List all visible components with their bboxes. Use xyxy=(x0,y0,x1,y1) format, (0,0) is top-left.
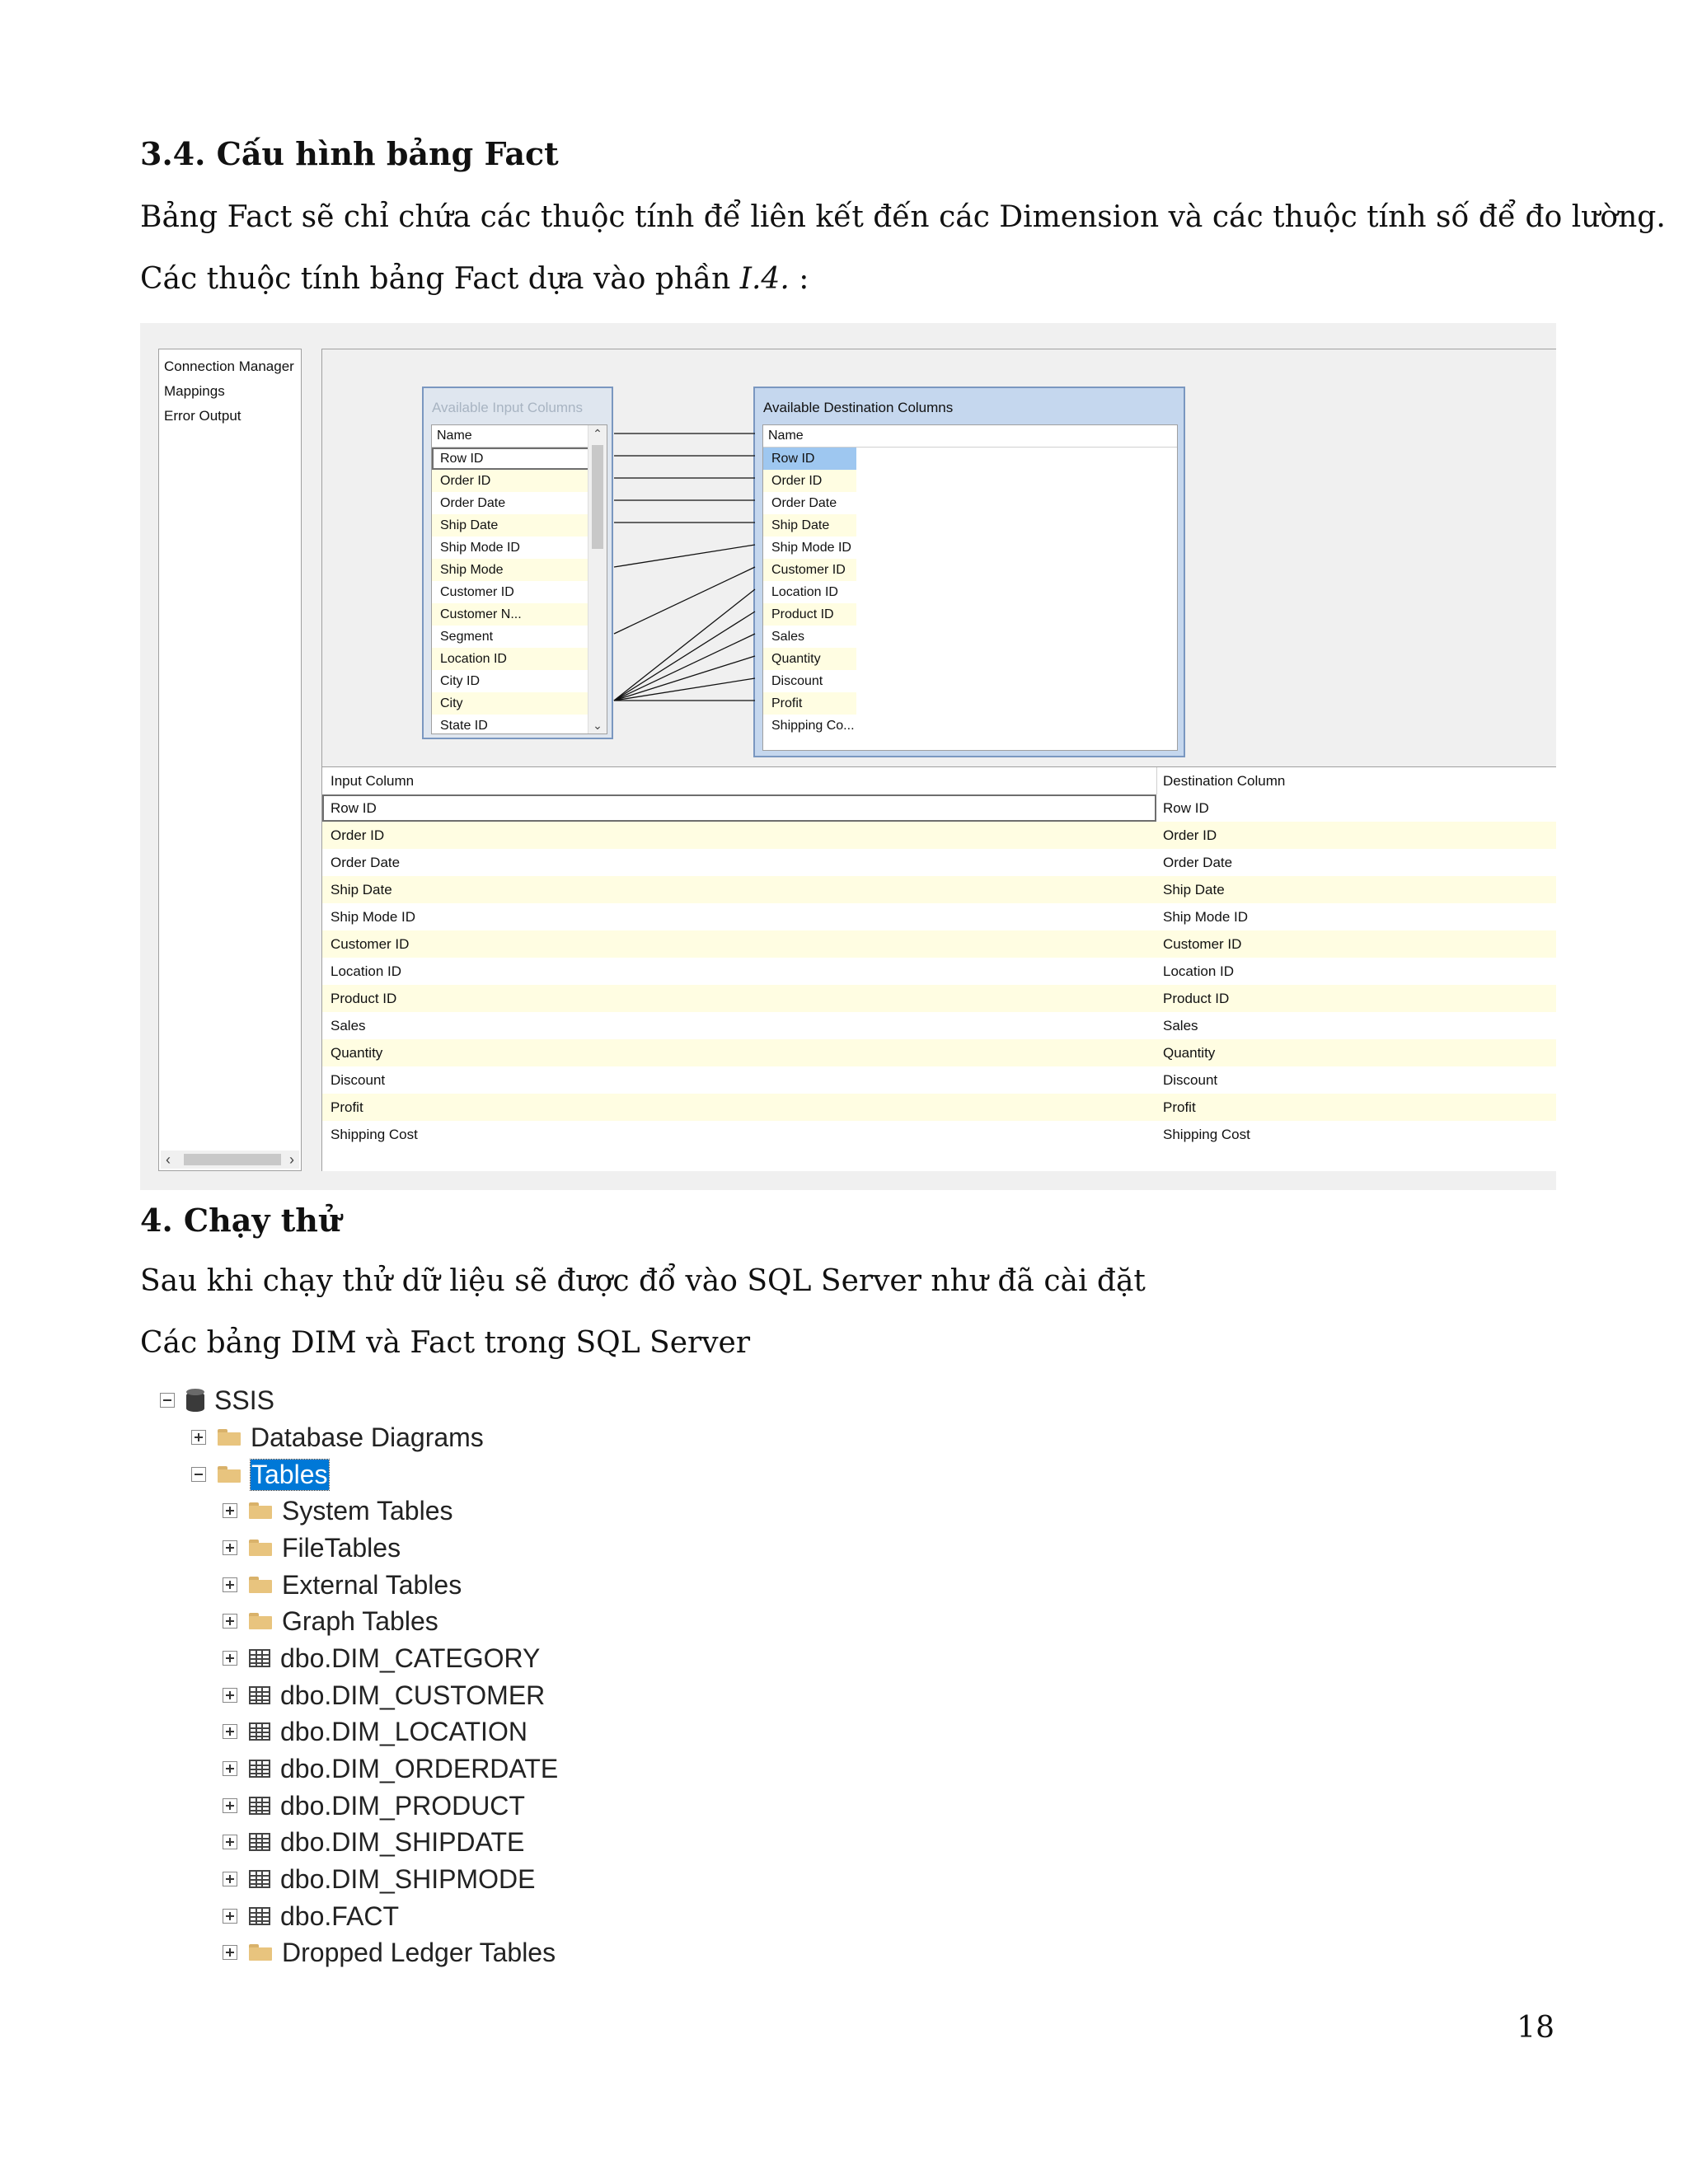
collapse-icon[interactable] xyxy=(160,1393,175,1408)
tree-node-label[interactable]: dbo.DIM_CATEGORY xyxy=(280,1643,541,1673)
mapping-line xyxy=(614,678,755,701)
input-column-item[interactable]: Ship Mode xyxy=(432,559,607,581)
table-icon xyxy=(249,1760,270,1778)
input-column-item[interactable]: Row ID xyxy=(432,448,607,470)
expand-icon[interactable] xyxy=(223,1724,237,1739)
paragraph-run-result: Sau khi chạy thử dữ liệu sẽ được đổ vào SQL Server như đã cài đặt xyxy=(140,1264,1146,1298)
expand-icon[interactable] xyxy=(223,1651,237,1666)
input-cell[interactable]: Product ID xyxy=(331,991,397,1006)
grid-row[interactable] xyxy=(322,849,1556,876)
grid-row[interactable] xyxy=(322,958,1556,985)
expand-icon[interactable] xyxy=(223,1909,237,1924)
expand-icon[interactable] xyxy=(223,1577,237,1592)
input-column-item[interactable]: Order Date xyxy=(440,496,506,510)
input-column-item[interactable]: Ship Mode ID xyxy=(440,541,520,555)
tree-node-dim-product[interactable] xyxy=(223,1789,525,1822)
scroll-thumb[interactable] xyxy=(592,445,603,549)
input-column-item[interactable]: City xyxy=(432,692,607,715)
grid-row[interactable] xyxy=(322,1094,1556,1121)
input-column-item[interactable]: Location ID xyxy=(432,648,607,670)
chevron-down-icon[interactable]: ⌄ xyxy=(593,719,603,732)
input-cell[interactable]: Row ID xyxy=(331,800,377,816)
scroll-thumb[interactable] xyxy=(184,1154,281,1165)
input-cell[interactable]: Order ID xyxy=(331,827,385,843)
paragraph-prefix: Các thuộc tính bảng Fact dựa vào phần xyxy=(140,262,740,296)
tree-node-label[interactable]: dbo.DIM_CUSTOMER xyxy=(280,1680,546,1710)
tree-node-label[interactable]: FileTables xyxy=(282,1532,401,1563)
expand-icon[interactable] xyxy=(223,1945,237,1960)
input-cell[interactable]: Location ID xyxy=(331,963,401,979)
destination-cell[interactable]: Ship Date xyxy=(1163,882,1225,898)
destination-column-item[interactable]: Discount xyxy=(771,674,823,688)
input-column-item[interactable]: Segment xyxy=(440,630,494,644)
input-cell[interactable]: Profit xyxy=(331,1099,363,1115)
mapping-grid xyxy=(321,766,1556,1171)
available-destination-columns-box xyxy=(753,387,1185,757)
destination-cell[interactable]: Sales xyxy=(1163,1018,1198,1033)
expand-icon[interactable] xyxy=(223,1614,237,1629)
destination-column-item[interactable]: Customer ID xyxy=(763,559,856,581)
destination-column-item[interactable]: Quantity xyxy=(763,648,856,670)
paragraph-tables-list: Các bảng DIM và Fact trong SQL Server xyxy=(140,1326,751,1360)
destination-list-header: Name xyxy=(763,425,1177,448)
section-reference: I.4. xyxy=(739,262,790,296)
section-heading-run: 4. Chạy thử xyxy=(140,1202,341,1239)
folder-icon xyxy=(249,1944,272,1961)
tree-node-label[interactable]: Database Diagrams xyxy=(251,1422,484,1452)
folder-icon xyxy=(249,1502,272,1519)
expand-icon[interactable] xyxy=(223,1503,237,1518)
input-cell[interactable]: Ship Mode ID xyxy=(331,909,415,925)
grid-row[interactable] xyxy=(322,1066,1556,1094)
destination-cell[interactable]: Customer ID xyxy=(1163,936,1242,952)
table-icon xyxy=(249,1907,270,1925)
grid-row[interactable] xyxy=(322,985,1556,1012)
destination-cell[interactable]: Discount xyxy=(1163,1072,1218,1088)
destination-cell[interactable]: Profit xyxy=(1163,1099,1196,1115)
selected-cell[interactable] xyxy=(322,794,1156,822)
destination-column-item[interactable]: Sales xyxy=(771,630,805,644)
expand-icon[interactable] xyxy=(223,1540,237,1555)
paragraph-suffix: : xyxy=(789,262,809,296)
grid-row[interactable] xyxy=(322,903,1556,930)
nav-item-mappings[interactable]: Mappings xyxy=(164,383,225,399)
destination-column-item[interactable]: Location ID xyxy=(771,585,838,599)
editor-nav-pane xyxy=(158,349,302,1171)
grid-row[interactable] xyxy=(322,1121,1556,1148)
destination-cell[interactable]: Location ID xyxy=(1163,963,1234,979)
input-cell[interactable]: Ship Date xyxy=(331,882,392,898)
folder-icon xyxy=(218,1466,241,1483)
destination-columns-list xyxy=(762,424,1178,751)
tree-node-label[interactable]: dbo.DIM_SHIPDATE xyxy=(280,1826,525,1857)
input-list-scrollbar[interactable] xyxy=(588,425,607,733)
tree-node-dim-orderdate[interactable] xyxy=(223,1752,558,1785)
destination-cell[interactable]: Row ID xyxy=(1163,800,1209,816)
tree-node-label[interactable]: SSIS xyxy=(214,1385,274,1415)
grid-header-input-column[interactable]: Input Column xyxy=(331,773,415,789)
section-heading: 3.4. Cấu hình bảng Fact xyxy=(140,135,559,172)
column-divider xyxy=(1156,767,1157,794)
database-icon xyxy=(186,1389,204,1412)
grid-row[interactable] xyxy=(322,822,1556,849)
mapping-line xyxy=(614,545,755,567)
chevron-up-icon[interactable]: ⌃ xyxy=(593,427,603,440)
tree-node-dim-customer[interactable] xyxy=(223,1679,545,1712)
table-icon xyxy=(249,1722,270,1741)
destination-cell[interactable]: Quantity xyxy=(1163,1045,1216,1061)
tree-node-system-tables[interactable] xyxy=(223,1494,453,1527)
tree-node-label[interactable]: Dropped Ledger Tables xyxy=(282,1937,556,1967)
expand-icon[interactable] xyxy=(223,1872,237,1886)
destination-column-item[interactable]: Order ID xyxy=(763,470,856,492)
input-column-item[interactable]: Customer ID xyxy=(440,585,514,599)
input-box-title: Available Input Columns xyxy=(432,400,584,415)
destination-column-item[interactable]: Ship Mode ID xyxy=(771,541,851,555)
destination-cell[interactable]: Product ID xyxy=(1163,991,1230,1006)
folder-icon xyxy=(249,1540,272,1556)
grid-row[interactable] xyxy=(322,1039,1556,1066)
destination-cell[interactable]: Order Date xyxy=(1163,855,1233,870)
tree-node-ssis[interactable] xyxy=(160,1384,274,1417)
tree-node-label[interactable]: dbo.DIM_SHIPMODE xyxy=(280,1863,536,1894)
grid-row[interactable] xyxy=(322,876,1556,903)
paragraph-fact-description: Bảng Fact sẽ chỉ chứa các thuộc tính để liên kết đến các Dimension và các thuộc tính số để đo lường. xyxy=(140,200,1666,234)
expand-icon[interactable] xyxy=(223,1835,237,1849)
mapping-line xyxy=(614,612,755,701)
input-column-item[interactable]: Customer N... xyxy=(432,603,607,626)
destination-cell[interactable]: Ship Mode ID xyxy=(1163,909,1248,925)
tree-node-label[interactable]: dbo.DIM_LOCATION xyxy=(280,1716,528,1746)
tree-node-graph-tables[interactable] xyxy=(223,1605,438,1638)
destination-box-title: Available Destination Columns xyxy=(763,400,954,415)
table-icon xyxy=(249,1797,270,1815)
tree-node-label[interactable]: Tables xyxy=(251,1459,328,1489)
folder-icon xyxy=(249,1577,272,1593)
table-icon xyxy=(249,1870,270,1888)
tree-node-fact[interactable] xyxy=(223,1900,399,1933)
nav-item-connection-manager[interactable]: Connection Manager xyxy=(164,359,294,374)
destination-column-item[interactable]: Ship Date xyxy=(763,514,856,537)
grid-row[interactable] xyxy=(322,794,1556,822)
chevron-right-icon[interactable]: › xyxy=(289,1151,294,1168)
tree-node-dim-category[interactable] xyxy=(223,1642,540,1675)
tree-node-external-tables[interactable] xyxy=(223,1568,462,1601)
input-columns-list xyxy=(431,424,607,734)
input-column-item[interactable]: State ID xyxy=(440,719,488,733)
grid-header-row xyxy=(322,767,1556,794)
paragraph-fact-attributes xyxy=(140,262,809,296)
tree-node-dropped-ledger-tables[interactable] xyxy=(223,1936,556,1969)
input-column-item[interactable]: Order ID xyxy=(432,470,607,492)
expand-icon[interactable] xyxy=(223,1688,237,1703)
grid-row[interactable] xyxy=(322,930,1556,958)
destination-cell[interactable]: Shipping Cost xyxy=(1163,1127,1250,1142)
tree-node-label[interactable]: Graph Tables xyxy=(282,1605,438,1636)
input-column-item[interactable]: City ID xyxy=(440,674,480,688)
input-list-header: Name xyxy=(432,425,607,448)
destination-column-item[interactable]: Order Date xyxy=(771,496,837,510)
mapping-line xyxy=(614,656,755,701)
tree-node-label[interactable]: System Tables xyxy=(282,1495,453,1526)
input-cell[interactable]: Discount xyxy=(331,1072,386,1088)
grid-header-destination-column[interactable]: Destination Column xyxy=(1163,773,1286,789)
available-input-columns-box xyxy=(422,387,613,739)
collapse-icon[interactable] xyxy=(191,1467,206,1482)
mapping-line xyxy=(614,589,755,701)
ssis-mapping-screenshot xyxy=(140,323,1556,1190)
input-cell[interactable]: Quantity xyxy=(331,1045,383,1061)
expand-icon[interactable] xyxy=(191,1430,206,1445)
grid-row[interactable] xyxy=(322,1012,1556,1039)
input-cell[interactable]: Shipping Cost xyxy=(331,1127,418,1142)
tree-node-dim-location[interactable] xyxy=(223,1715,528,1748)
chevron-left-icon[interactable]: ‹ xyxy=(166,1151,171,1168)
mapping-canvas xyxy=(321,349,1556,768)
folder-icon xyxy=(249,1613,272,1629)
tree-node-label[interactable]: External Tables xyxy=(282,1569,462,1600)
tree-node-dim-shipdate[interactable] xyxy=(223,1825,524,1858)
nav-horizontal-scrollbar[interactable] xyxy=(161,1151,299,1169)
destination-column-item[interactable]: Shipping Co... xyxy=(771,719,855,733)
expand-icon[interactable] xyxy=(223,1761,237,1776)
destination-column-item[interactable]: Product ID xyxy=(763,603,856,626)
page-number: 18 xyxy=(1517,2011,1554,2045)
folder-icon xyxy=(218,1429,241,1446)
tree-node-label[interactable]: dbo.DIM_PRODUCT xyxy=(280,1790,525,1821)
mapping-line xyxy=(614,567,755,634)
input-cell[interactable]: Sales xyxy=(331,1018,366,1033)
table-icon xyxy=(249,1833,270,1851)
mapping-line xyxy=(614,634,755,701)
tree-node-database-diagrams[interactable] xyxy=(191,1421,484,1454)
destination-column-item[interactable]: Profit xyxy=(763,692,856,715)
table-icon xyxy=(249,1686,270,1704)
tree-node-dim-shipmode[interactable] xyxy=(223,1863,535,1896)
tree-node-filetables[interactable] xyxy=(223,1531,401,1564)
tree-node-tables[interactable] xyxy=(191,1458,329,1491)
input-cell[interactable]: Order Date xyxy=(331,855,401,870)
input-cell[interactable]: Customer ID xyxy=(331,936,410,952)
input-column-item[interactable]: Ship Date xyxy=(432,514,607,537)
tree-node-label[interactable]: dbo.FACT xyxy=(280,1900,400,1931)
tree-node-label[interactable]: dbo.DIM_ORDERDATE xyxy=(280,1753,559,1783)
destination-column-item[interactable]: Row ID xyxy=(763,448,856,470)
nav-item-error-output[interactable]: Error Output xyxy=(164,408,241,424)
table-icon xyxy=(249,1649,270,1667)
expand-icon[interactable] xyxy=(223,1798,237,1813)
destination-cell[interactable]: Order ID xyxy=(1163,827,1217,843)
